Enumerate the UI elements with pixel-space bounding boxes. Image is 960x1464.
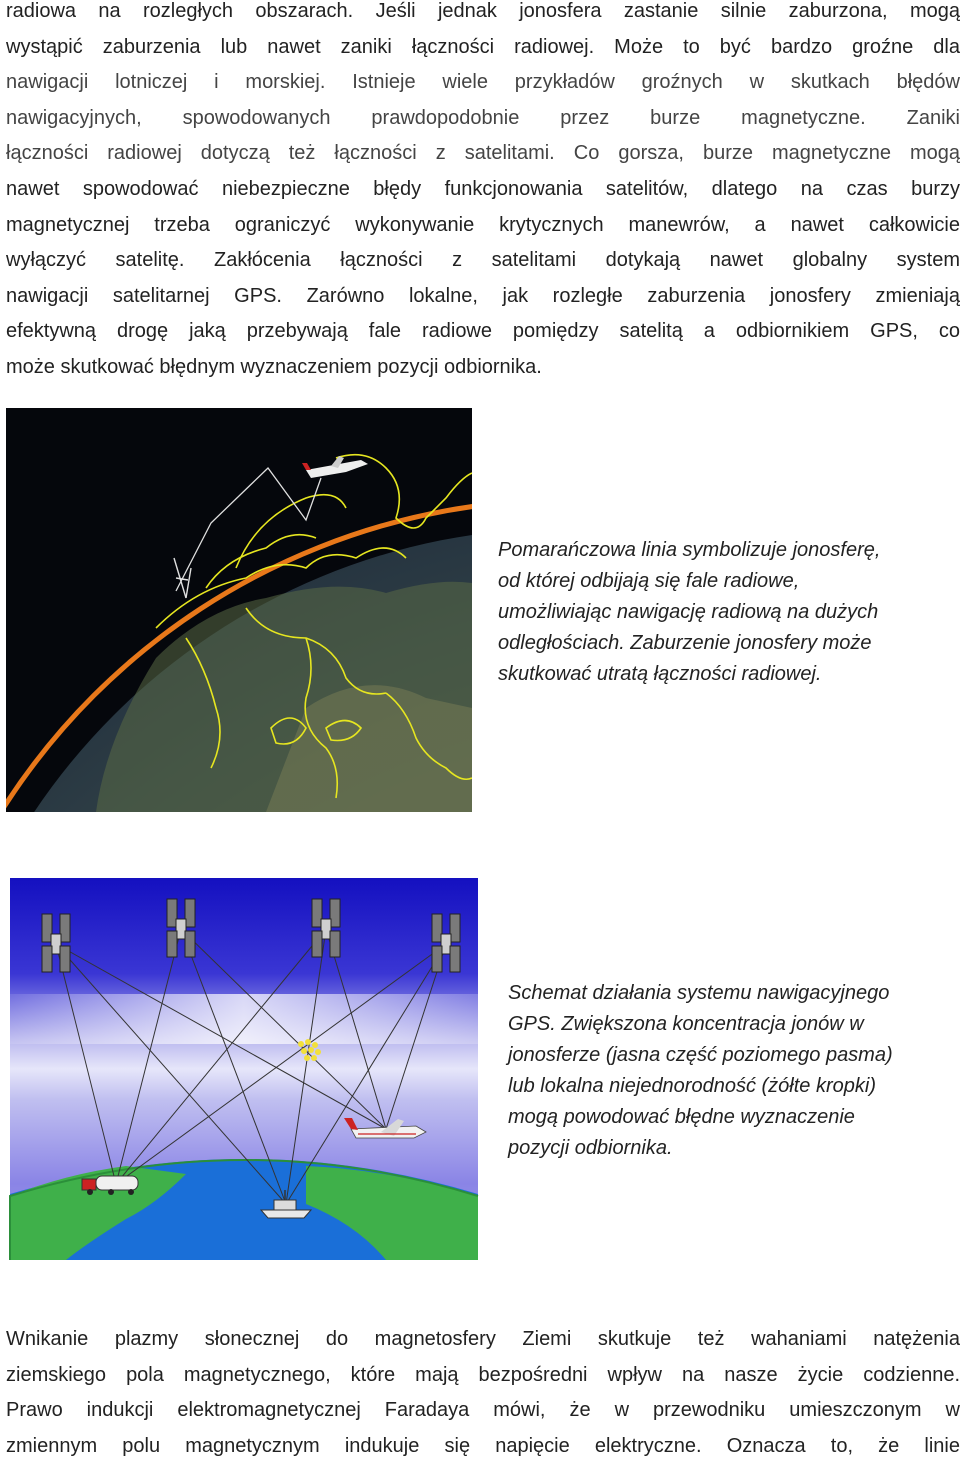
text-line: nawigacyjnych, spowodowanych prawdopodobnie przez burze magnetyczne. Zaniki bbox=[6, 106, 960, 129]
text-line: łączności radiowej dotyczą też łączności z satelitami. Co gorsza, burze magnetyczne mogą bbox=[6, 142, 960, 165]
text-line: Prawo indukcji elektromagnetycznej Faradaya mówi, że w przewodniku umieszczonym w bbox=[6, 1399, 960, 1422]
text-line: efektywną drogę jaką przebywają fale radiowe pomiędzy satelitą a odbiornikiem GPS, co bbox=[6, 320, 960, 343]
caption-line: mogą powodować błędne wyznaczenie bbox=[508, 1106, 855, 1128]
figure1-caption bbox=[498, 535, 880, 690]
caption-line: jonosferze (jasna część poziomego pasma) bbox=[508, 1044, 893, 1066]
caption-line: od której odbijają się fale radiowe, bbox=[498, 570, 800, 592]
ionosphere-band bbox=[10, 994, 478, 1044]
text-line: nawigacji lotniczej i morskiej. Istnieje wiele przykładów groźnych w skutkach błędów bbox=[6, 71, 960, 94]
text-line: wystąpić zaburzenia lub nawet zaniki łączności radiowej. Może to być bardzo groźne dla bbox=[6, 35, 960, 58]
top-paragraph bbox=[6, 0, 960, 386]
caption-line: Pomarańczowa linia symbolizuje jonosferę, bbox=[498, 539, 881, 561]
caption-line: umożliwiając nawigację radiową na dużych bbox=[498, 601, 879, 623]
caption-line: lub lokalna niejednorodność (żółte kropki) bbox=[508, 1075, 876, 1097]
text-line: nawet spowodować niebezpieczne błędy funkcjonowania satelitów, dlatego na czas burzy bbox=[6, 177, 960, 200]
ionosphere-earth-image bbox=[6, 408, 472, 812]
gps-schematic-image bbox=[6, 874, 482, 1264]
text-line: może skutkować błędnym wyznaczeniem pozycji odbiornika. bbox=[6, 355, 542, 378]
caption-line: Schemat działania systemu nawigacyjnego bbox=[508, 982, 890, 1004]
figure2-caption bbox=[508, 978, 893, 1164]
caption-line: skutkować utratą łączności radiowej. bbox=[498, 663, 822, 685]
caption-line: pozycji odbiornika. bbox=[508, 1137, 673, 1159]
text-line: Wnikanie plazmy słonecznej do magnetosfery Ziemi skutkuje też wahaniami natężenia bbox=[6, 1328, 960, 1350]
text-line: magnetycznej trzeba ograniczyć wykonywanie krytycznych manewrów, a nawet całkowicie bbox=[6, 213, 960, 236]
caption-line: odległościach. Zaburzenie jonosfery może bbox=[498, 632, 872, 654]
text-line: nawigacji satelitarnej GPS. Zarówno lokalne, jak rozległe zaburzenia jonosfery zmieniają bbox=[6, 284, 960, 307]
truck-icon bbox=[82, 1176, 138, 1195]
text-line: zmiennym polu magnetycznym indukuje się napięcie elektryczne. Oznacza to, że linie bbox=[6, 1434, 960, 1457]
bottom-paragraph bbox=[6, 1322, 960, 1464]
text-line: radiowa na rozległych obszarach. Jeśli jednak jonosfera zastanie silnie zaburzona, mogą bbox=[6, 0, 960, 22]
text-line: wyłączyć satelitę. Zakłócenia łączności z satelitami dotykają nawet globalny system bbox=[6, 249, 960, 272]
text-line: ziemskiego pola magnetycznego, które mają bezpośredni wpływ na nasze życie codzienne. bbox=[6, 1363, 960, 1386]
caption-line: GPS. Zwiększona koncentracja jonów w bbox=[508, 1013, 864, 1035]
